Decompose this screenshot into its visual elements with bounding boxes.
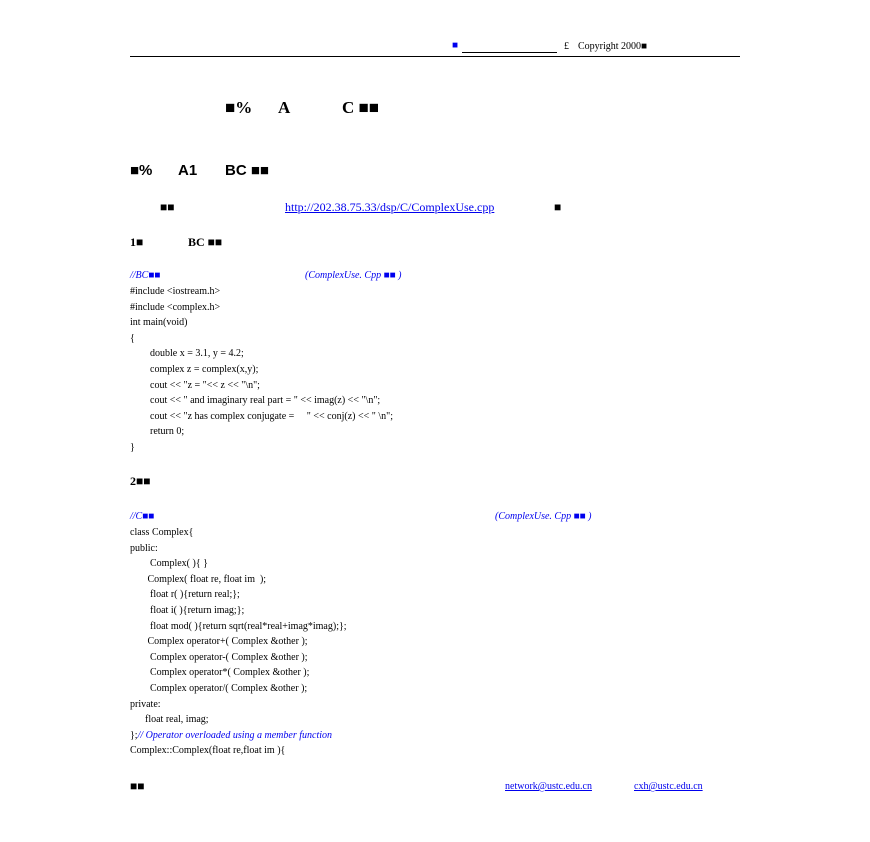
title-a: A: [278, 98, 291, 117]
code-line: #include <complex.h>: [130, 301, 221, 313]
header-underline: [462, 52, 557, 53]
code-line: double x = 3.1, y = 4.2;: [130, 348, 244, 360]
header-glyph: ■: [452, 40, 458, 51]
code2-block: [130, 525, 347, 759]
code-line-closing: [130, 728, 347, 744]
code-line: int main(void): [130, 317, 188, 329]
code-line: Complex( float re, float im );: [130, 573, 267, 585]
code-line: Complex operator+( Complex &other );: [130, 636, 308, 648]
section1-bc: BC ■■: [225, 162, 269, 179]
download-link[interactable]: http://202.38.75.33/dsp/C/ComplexUse.cpp: [285, 200, 495, 214]
code-line: Complex::Complex(float re,float im ){: [130, 745, 286, 757]
code-line: cout << "z has complex conjugate = " << conj(z) << " \n";: [130, 410, 393, 422]
code-line: {: [130, 332, 135, 344]
code1-block: [130, 284, 393, 456]
code-line: cout << " and imaginary real part = " << imag(z) << "\n";: [130, 395, 381, 407]
header-copyright: Copyright 2000■: [578, 41, 648, 52]
code2-comment-left: //C■■: [130, 511, 155, 522]
sub1-label: BC ■■: [188, 235, 223, 249]
footer-email-network[interactable]: network@ustc.edu.cn: [505, 781, 592, 792]
code1-comment-left: //BC■■: [130, 270, 161, 281]
code-line: return 0;: [130, 426, 185, 438]
code-line: complex z = complex(x,y);: [130, 363, 259, 375]
code-line: Complex operator-( Complex &other );: [130, 651, 308, 663]
section1-glyph: ■%: [130, 162, 153, 179]
code2-comment-right: (ComplexUse. Cpp ■■ ): [495, 511, 592, 522]
code-line: Complex( ){ }: [130, 558, 208, 570]
title-glyph: ■%: [225, 98, 253, 117]
code-line: cout << "z = "<< z << "\n";: [130, 379, 260, 391]
header-suffix: £: [564, 41, 569, 52]
code-line: Complex operator/( Complex &other );: [130, 682, 308, 694]
code-line: class Complex{: [130, 527, 194, 538]
title-c: C ■■: [342, 98, 380, 117]
code-line: Complex operator*( Complex &other );: [130, 667, 310, 679]
sub1-number: 1■: [130, 235, 144, 249]
sub2-number: 2■■: [130, 474, 151, 488]
code-line: float r( ){return real;};: [130, 589, 240, 601]
code-closing-brace: };: [130, 729, 138, 741]
code-line: private:: [130, 698, 161, 710]
code-line: }: [130, 441, 135, 453]
download-glyph: ■■: [160, 200, 175, 214]
footer-glyph: ■■: [130, 779, 145, 793]
download-tail: ■: [554, 200, 562, 214]
code-line: public:: [130, 542, 158, 554]
section1-label: A1: [178, 162, 198, 179]
code1-comment-right: (ComplexUse. Cpp ■■ ): [305, 270, 402, 281]
code-line: float i( ){return imag;};: [130, 604, 245, 616]
code-line: #include <iostream.h>: [130, 286, 221, 297]
code-closing-comment: // Operator overloaded using a member function: [137, 729, 332, 741]
header-rule: [130, 56, 740, 57]
footer-email-cxh[interactable]: cxh@ustc.edu.cn: [634, 781, 703, 792]
code-line: float real, imag;: [130, 714, 209, 726]
code-line: float mod( ){return sqrt(real*real+imag*imag);};: [130, 620, 347, 632]
